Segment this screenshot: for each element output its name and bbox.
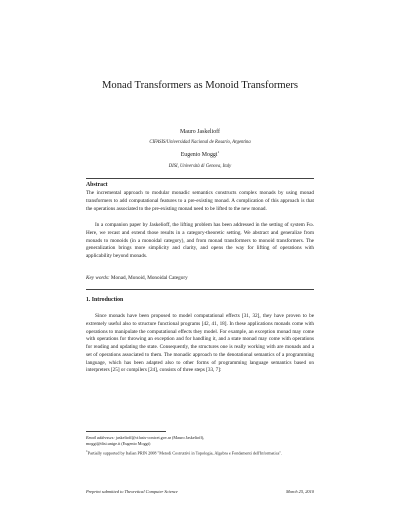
- abstract-top-rule: [86, 178, 314, 179]
- keywords-label: Key words:: [86, 275, 110, 281]
- keywords-list: Monad, Monoid, Monoidal Category: [110, 275, 188, 281]
- author-name: Eugenio Moggi$^1$: [180, 150, 220, 158]
- footnote-emails: [86, 435, 314, 447]
- author-name: Mauro Jaskelioff: [180, 128, 220, 135]
- footnote-rule: [86, 431, 166, 432]
- paper-title: Monad Transformers as Monoid Transformers: [102, 80, 298, 91]
- abstract-paragraph: The incremental approach to modular monadic semantics constructs complex monads by using monad transformers to add computational features to a pre-existing monad. A complication of this approach is that the operations associated to the pre-existing monad need to be lifted to the new monad.: [86, 190, 314, 212]
- email-2: moggi@disi.unige.it (Eugenio Moggi): [86, 441, 151, 446]
- abstract-heading: Abstract: [86, 182, 108, 188]
- keywords: [86, 275, 314, 281]
- abstract-paragraph: In a companion paper by Jaskelioff, the lifting problem has been addressed in the setting of system Fω. Here, we recast and extend those results in a category-theoretic setting. We abstract and generalize from monads to monoids (in a monoidal category), and from monad transformers to monoid transformers. The generalization brings more simplicity and clarity, and opens the way for lifting of operations with applicability beyond monads.: [86, 222, 314, 259]
- author-affiliation: CIFASIS/Universidad Nacional de Rosario, Argentina: [149, 140, 251, 145]
- body-paragraph: Since monads have been proposed to model computational effects [31, 32], they have proven to be extremely useful also to structure functional programs [42, 41, 18]. In these applications monads come with operations to manipulate the computational effects they model. For example, an exception monad may come with operations for throwing an exception and for handling it, and a state monad may come with operations for reading and updating the state. Consequently, the structures one is really working with are monads and a set of operations associated to them. The monadic approach to the denotational semantics of a programming language, which has been adapted also to other forms of programming language semantics based on interpreters [25] or compilers [24], consists of three steps [33, 7]:: [86, 313, 314, 374]
- footer-date: March 25, 2010: [285, 489, 314, 494]
- section-heading: 1. Introduction: [86, 297, 124, 303]
- email-1: jaskelioff@cifasis-conicet.gov.ar (Mauro Jaskelioff),: [115, 435, 205, 440]
- footnote-funding: $^1$Partially supported by Italian PRIN 2008 "Metodi Costruttivi in Topologia, Algebra e Fondamenti dell'Informatica".: [86, 449, 283, 456]
- author-affiliation: DISI, Università di Genova, Italy: [168, 164, 232, 169]
- footer-preprint: Preprint submitted to Theoretical Computer Science: [86, 489, 178, 494]
- abstract-bottom-rule: [86, 289, 314, 290]
- email-label: Email addresses:: [86, 435, 115, 440]
